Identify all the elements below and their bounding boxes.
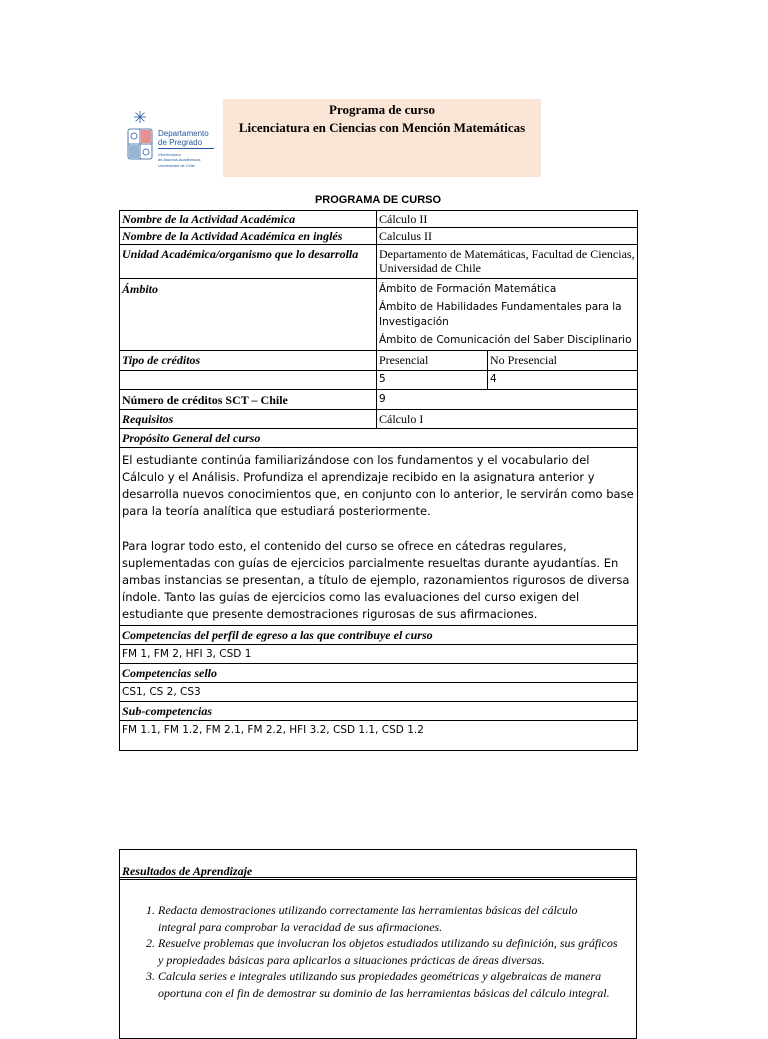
activity-name-en-label: Nombre de la Actividad Académica en inglés bbox=[120, 228, 377, 245]
activity-name-label: Nombre de la Actividad Académica bbox=[120, 211, 377, 228]
presencial-credits-value: 5 bbox=[377, 371, 488, 390]
table-row bbox=[120, 626, 638, 645]
empty-cell bbox=[120, 371, 377, 390]
unit-value: Departamento de Matemáticas, Facultad de Ciencias, Universidad de Chile bbox=[377, 245, 638, 279]
table-row bbox=[120, 683, 638, 702]
purpose-paragraph: Para lograr todo esto, el contenido del curso se ofrece en cátedras regulares, suplementadas con guías de ejercicios parcialmente resueltas durante ayudantías. En ambas instancias se presentan, a título de ejemplo, razonamientos rigurosos de diversa índole. Tanto las guías de ejercicios como las evaluaciones del curso exigen del estudiante que presente demostraciones rigurosas de sus afirmaciones. bbox=[122, 539, 630, 621]
learning-results-box bbox=[119, 849, 637, 1039]
table-row bbox=[120, 664, 638, 683]
logo-subtext-1: Vicerrectoría bbox=[158, 152, 181, 157]
ambito-item: Ámbito de Comunicación del Saber Disciplinario bbox=[379, 334, 632, 346]
competencies-value: FM 1, FM 2, HFI 3, CSD 1 bbox=[120, 645, 638, 664]
ambito-item: Ámbito de Habilidades Fundamentales para la Investigación bbox=[379, 301, 622, 328]
logo-text-line2: de Pregrado bbox=[158, 138, 203, 147]
document-header bbox=[119, 99, 541, 177]
table-row bbox=[120, 371, 638, 390]
credit-type-label: Tipo de créditos bbox=[120, 351, 377, 371]
activity-name-en-value: Calculus II bbox=[377, 228, 638, 245]
ambito-item: Ámbito de Formación Matemática bbox=[379, 283, 557, 295]
learning-results-heading: Resultados de Aprendizaje bbox=[120, 864, 636, 880]
table-row bbox=[120, 645, 638, 664]
list-item: 3. Calcula series e integrales utilizando sus propiedades geométricas y algebraicas de manera oportuna con el fin de demostrar su dominio de las herramientas básicas del cálculo integral. bbox=[158, 968, 618, 1001]
logo-text-line1: Departamento bbox=[158, 129, 209, 138]
list-item: 1. Redacta demostraciones utilizando correctamente las herramientas básicas del cálculo integral para comprobar la veracidad de sus afirmaciones. bbox=[158, 902, 618, 935]
activity-name-value: Cálculo II bbox=[377, 211, 638, 228]
course-program-table bbox=[119, 210, 638, 751]
table-row bbox=[120, 211, 638, 228]
table-row bbox=[120, 410, 638, 429]
table-row bbox=[120, 721, 638, 751]
purpose-paragraph: El estudiante continúa familiarizándose con los fundamentos y el vocabulario del Cálculo y el Análisis. Profundiza el aprendizaje recibido en la asignatura anterior y desarrolla nuevos conocimientos que, en conjunto con lo anterior, le servirán como base para la teoría analítica que estudiará posteriormente. bbox=[122, 453, 634, 518]
ambito-label: Ámbito bbox=[120, 279, 377, 351]
sub-competencies-label: Sub-competencias bbox=[120, 702, 638, 721]
logo-divider bbox=[158, 148, 214, 149]
table-row bbox=[120, 702, 638, 721]
unit-label: Unidad Académica/organismo que lo desarrolla bbox=[120, 245, 377, 279]
table-row bbox=[120, 228, 638, 245]
no-presencial-header: No Presencial bbox=[488, 351, 638, 371]
table-row bbox=[120, 351, 638, 371]
header-title-line2: Licenciatura en Ciencias con Mención Matemáticas bbox=[238, 120, 526, 135]
sct-credits-value: 9 bbox=[377, 390, 638, 410]
ambito-values bbox=[377, 279, 638, 351]
seal-competencies-label: Competencias sello bbox=[120, 664, 638, 683]
sub-competencies-value: FM 1.1, FM 1.2, FM 2.1, FM 2.2, HFI 3.2, CSD 1.1, CSD 1.2 bbox=[120, 721, 638, 751]
department-logo bbox=[119, 99, 223, 177]
table-caption: PROGRAMA DE CURSO bbox=[314, 194, 442, 206]
purpose-label: Propósito General del curso bbox=[120, 429, 638, 448]
requisites-label: Requisitos bbox=[120, 410, 377, 429]
university-emblem-icon bbox=[125, 109, 155, 169]
header-title-line1: Programa de curso bbox=[329, 102, 435, 117]
logo-subtext-3: Universidad de Chile bbox=[158, 163, 195, 168]
table-row bbox=[120, 429, 638, 448]
presencial-header: Presencial bbox=[377, 351, 488, 371]
table-row bbox=[120, 448, 638, 626]
logo-subtext-2: de Asuntos Académicos bbox=[158, 157, 201, 162]
purpose-text bbox=[120, 448, 638, 626]
learning-results-list bbox=[120, 902, 618, 1001]
no-presencial-credits-value: 4 bbox=[488, 371, 638, 390]
list-item: 2. Resuelve problemas que involucran los objetos estudiados utilizando su definición, sus gráficos y propiedades básicas para aplicarlos a situaciones prácticas de áreas diversas. bbox=[158, 935, 618, 968]
competencies-label: Competencias del perfil de egreso a las que contribuye el curso bbox=[120, 626, 638, 645]
seal-competencies-value: CS1, CS 2, CS3 bbox=[120, 683, 638, 702]
table-row bbox=[120, 279, 638, 351]
sct-credits-label: Número de créditos SCT – Chile bbox=[120, 390, 377, 410]
requisites-value: Cálculo I bbox=[377, 410, 638, 429]
table-row bbox=[120, 245, 638, 279]
table-row bbox=[120, 390, 638, 410]
